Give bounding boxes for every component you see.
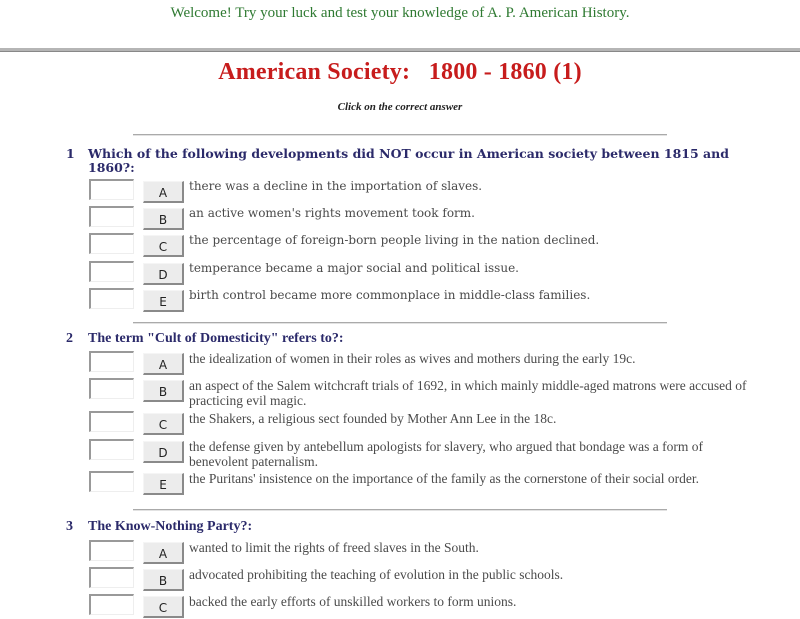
answer-row-2b	[89, 378, 749, 408]
answer-button-c[interactable]: C	[143, 596, 184, 618]
answer-text: an active women's rights movement took form.	[189, 206, 475, 220]
answer-row-1b	[89, 206, 749, 230]
answer-row-3b	[89, 567, 749, 591]
question-text: The Know-Nothing Party?:	[88, 519, 253, 534]
divider-top	[133, 134, 667, 136]
question-1	[66, 147, 746, 175]
answer-button-a[interactable]: A	[143, 542, 184, 564]
question-text: The term "Cult of Domesticity" refers to?:	[88, 331, 344, 346]
divider-2	[133, 509, 667, 511]
answer-box[interactable]	[89, 179, 134, 200]
answer-row-3c	[89, 594, 749, 618]
answer-text: there was a decline in the importation of slaves.	[189, 179, 483, 193]
answer-row-1d	[89, 261, 749, 285]
page-title: American Society: 1800 - 1860 (1)	[218, 59, 582, 85]
answer-box[interactable]	[89, 233, 134, 254]
answer-box[interactable]	[89, 567, 134, 588]
answer-button-a[interactable]: A	[143, 181, 184, 203]
question-number: 3	[66, 519, 73, 534]
answer-button-e[interactable]: E	[143, 473, 184, 495]
answer-row-2d	[89, 439, 749, 469]
answer-row-2a	[89, 351, 749, 375]
answer-text: birth control became more commonplace in middle-class families.	[189, 288, 591, 302]
answer-row-2c	[89, 411, 749, 435]
answer-row-1a	[89, 179, 749, 203]
answer-text: wanted to limit the rights of freed slaves in the South.	[189, 540, 479, 555]
answer-text: advocated prohibiting the teaching of evolution in the public schools.	[189, 567, 564, 582]
answer-box[interactable]	[89, 471, 134, 492]
question-3	[66, 520, 746, 534]
answer-button-a[interactable]: A	[143, 353, 184, 375]
answer-box[interactable]	[89, 594, 134, 615]
answer-button-d[interactable]: D	[143, 263, 184, 285]
answer-text: the percentage of foreign-born people living in the nation declined.	[189, 233, 600, 247]
question-number: 1	[66, 146, 75, 161]
welcome-banner: Welcome! Try your luck and test your knowledge of A. P. American History.	[170, 5, 630, 21]
answer-box[interactable]	[89, 261, 134, 282]
answer-box[interactable]	[89, 288, 134, 309]
question-text: Which of the following developments did NOT occur in American society between 1815 and 1860?:	[88, 146, 729, 175]
answer-box[interactable]	[89, 411, 134, 432]
answer-row-1e	[89, 288, 749, 312]
answer-box[interactable]	[89, 439, 134, 460]
divider-1	[133, 322, 667, 324]
answer-button-c[interactable]: C	[143, 235, 184, 257]
answer-button-b[interactable]: B	[143, 208, 184, 230]
answer-row-3a	[89, 540, 749, 564]
question-number: 2	[66, 331, 73, 346]
instruction-text: Click on the correct answer	[337, 101, 463, 113]
answer-text: the defense given by antebellum apologists for slavery, who argued that bondage was a form of benevolent paternalism.	[189, 439, 703, 469]
answer-text: the Puritans' insistence on the importance of the family as the cornerstone of their social order.	[189, 471, 700, 486]
answer-text: the Shakers, a religious sect founded by Mother Ann Lee in the 18c.	[189, 411, 557, 426]
answer-button-c[interactable]: C	[143, 413, 184, 435]
answer-text: an aspect of the Salem witchcraft trials of 1692, in which mainly middle-aged matrons were accused of practicing evil magic.	[189, 378, 747, 408]
answer-row-2e	[89, 471, 749, 495]
answer-box[interactable]	[89, 351, 134, 372]
answer-button-d[interactable]: D	[143, 441, 184, 463]
answer-box[interactable]	[89, 206, 134, 227]
answer-button-b[interactable]: B	[143, 380, 184, 402]
answer-box[interactable]	[89, 540, 134, 561]
header-divider	[0, 48, 800, 52]
answer-box[interactable]	[89, 378, 134, 399]
answer-text: temperance became a major social and political issue.	[189, 261, 519, 275]
answer-text: backed the early efforts of unskilled workers to form unions.	[189, 594, 517, 609]
answer-text: the idealization of women in their roles as wives and mothers during the early 19c.	[189, 351, 636, 366]
answer-button-b[interactable]: B	[143, 569, 184, 591]
question-2	[66, 332, 746, 346]
answer-row-1c	[89, 233, 749, 257]
answer-button-e[interactable]: E	[143, 290, 184, 312]
